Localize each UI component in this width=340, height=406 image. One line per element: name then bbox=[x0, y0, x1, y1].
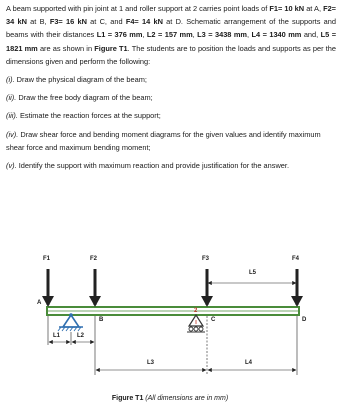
task-item bbox=[6, 91, 336, 104]
task-number: (iii). bbox=[6, 111, 18, 121]
force-f3-value: F3= 16 kN bbox=[49, 17, 87, 27]
task-text: Identify the support with maximum reaction and provide justification for the answer. bbox=[16, 161, 290, 171]
label-point-d: D bbox=[302, 317, 307, 323]
dimension-lines bbox=[48, 316, 297, 375]
label-l4: L4 bbox=[245, 360, 253, 366]
label-f4: F4 bbox=[292, 256, 300, 262]
beam-diagram bbox=[0, 250, 340, 406]
task-text: Draw the free body diagram of the beam; bbox=[16, 93, 153, 103]
caption-title: Figure T1 bbox=[111, 395, 146, 402]
label-point-c: C bbox=[211, 317, 216, 323]
task-number: (v). bbox=[6, 161, 17, 171]
task-item bbox=[6, 73, 336, 86]
task-item bbox=[6, 159, 336, 172]
figure-reference: Figure T1 bbox=[94, 43, 128, 53]
label-point-b: B bbox=[99, 317, 104, 323]
figure-caption bbox=[0, 394, 340, 403]
label-support-2: 2 bbox=[194, 308, 198, 314]
task-text: Estimate the reaction forces at the support; bbox=[17, 111, 161, 121]
load-arrow-f3 bbox=[201, 269, 213, 307]
length-l2-value: L2 = 157 mm bbox=[146, 30, 193, 40]
task-number: (iv). bbox=[6, 129, 19, 139]
intro-text: A beam supported with pin joint at 1 and roller support at 2 carries point loads of bbox=[6, 4, 270, 13]
beam-figure bbox=[0, 250, 340, 406]
intro-text: are as shown in bbox=[37, 43, 95, 53]
load-arrow-f4 bbox=[291, 269, 303, 307]
label-l2: L2 bbox=[77, 333, 85, 339]
task-number: (i). bbox=[6, 75, 15, 85]
caption-note: (All dimensions are in mm) bbox=[145, 395, 229, 402]
separator: , bbox=[142, 30, 147, 40]
length-l4-value: L4 = 1340 mm bbox=[251, 30, 302, 40]
separator: , bbox=[192, 30, 198, 40]
intro-text: . The students are to position the loads and supports as per the dimensions given and perform the following: bbox=[6, 43, 337, 66]
task-item bbox=[6, 128, 336, 154]
label-l3: L3 bbox=[147, 360, 155, 366]
length-l5-value: L5 = 1821 mm bbox=[6, 30, 337, 53]
problem-text bbox=[6, 2, 336, 172]
length-l1-value: L1 = 376 mm bbox=[96, 30, 143, 40]
task-number: (ii). bbox=[6, 93, 17, 103]
label-f2: F2 bbox=[90, 256, 98, 262]
label-f1: F1 bbox=[43, 256, 51, 262]
intro-text: and, bbox=[301, 30, 321, 40]
roller-support-2 bbox=[187, 315, 205, 332]
problem-intro bbox=[6, 2, 336, 68]
label-f3: F3 bbox=[202, 256, 210, 262]
load-arrow-f1 bbox=[42, 269, 54, 307]
load-arrow-f2 bbox=[89, 269, 101, 307]
task-item bbox=[6, 109, 336, 122]
force-f1-value: F1= 10 kN bbox=[269, 4, 305, 13]
length-l3-value: L3 = 3438 mm bbox=[197, 30, 248, 40]
intro-text: at B, bbox=[26, 17, 50, 27]
intro-text: at A, bbox=[304, 4, 324, 13]
label-point-a: A bbox=[37, 300, 42, 306]
intro-text: at D. Schematic arrangement of the supports and beams with their distances bbox=[6, 17, 336, 40]
intro-text: at C, and bbox=[86, 17, 126, 27]
force-f2-value: F2= 34 kN bbox=[6, 4, 337, 27]
separator: , bbox=[247, 30, 252, 40]
label-l1: L1 bbox=[53, 333, 61, 339]
task-text: Draw the physical diagram of the beam; bbox=[14, 75, 147, 85]
label-l5: L5 bbox=[249, 270, 257, 276]
task-text: Draw shear force and bending moment diagrams for the given values and identify maximum shear force and maximum bending moment; bbox=[6, 129, 321, 152]
force-f4-value: F4= 14 kN bbox=[125, 17, 163, 27]
